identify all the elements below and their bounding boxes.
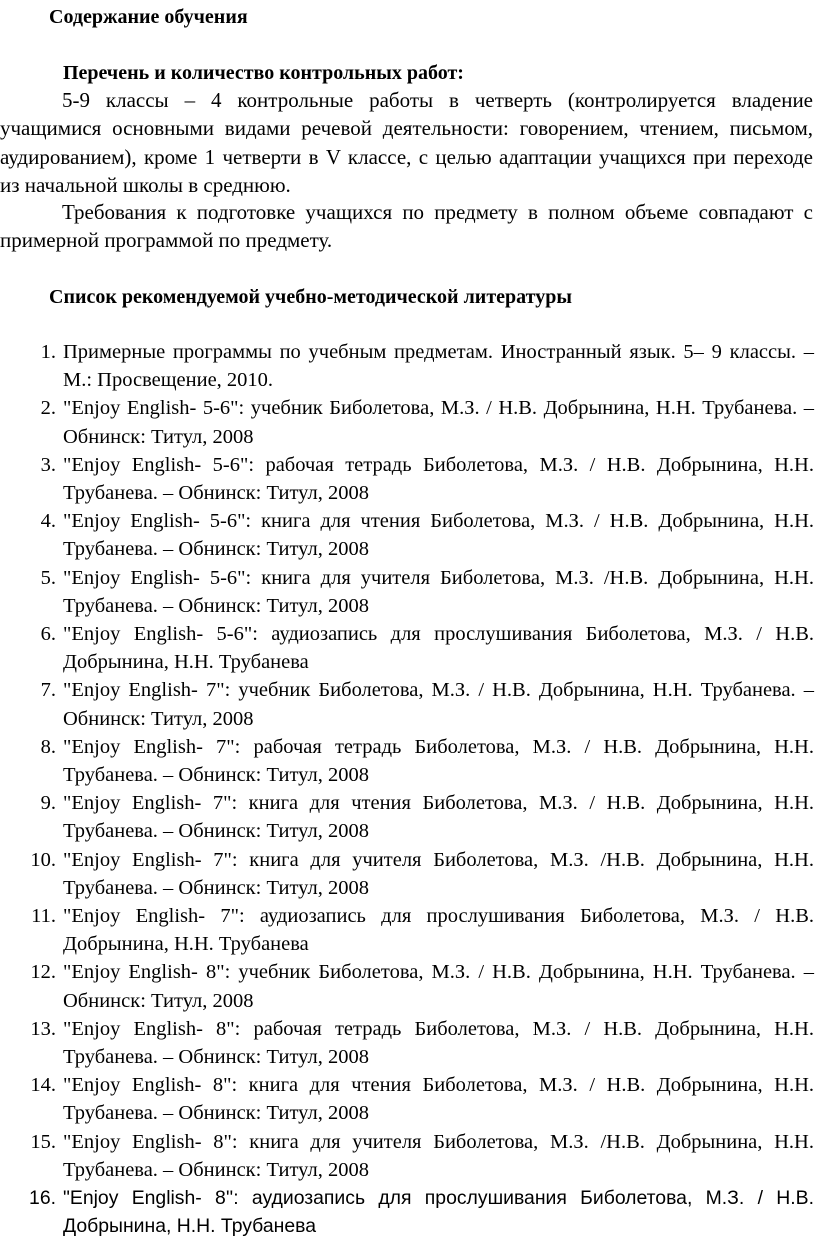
- list-item-number: 10.: [30, 848, 56, 871]
- list-item-number: 9.: [40, 792, 56, 815]
- list-item-number: 13.: [30, 1017, 56, 1040]
- list-item-text: "Enjoy English- 8": книга для чтения Биболетова, М.З. / Н.В. Добрынина, Н.Н. Трубанева. – Обнинск: Титул, 2008: [63, 1074, 814, 1125]
- list-item: [0, 620, 814, 676]
- list-item-text: "Enjoy English- 5-6": учебник Биболетова, М.З. / Н.В. Добрынина, Н.Н. Трубанева. – Обнинск: Титул, 2008: [63, 397, 814, 448]
- list-item-text: "Enjoy English- 8": книга для учителя Биболетова, М.З. /Н.В. Добрынина, Н.Н. Трубанева. – Обнинск: Титул, 2008: [63, 1130, 814, 1181]
- list-item-text: "Enjoy English- 5-6": аудиозапись для прослушивания Биболетова, М.З. / Н.В. Добрынина, Н.Н. Трубанева: [63, 623, 814, 674]
- list-item-number: 14.: [30, 1074, 56, 1097]
- requirements-paragraph: Требования к подготовке учащихся по предмету в полном объеме совпадают с примерной программой по предмету.: [0, 200, 813, 253]
- list-item-text: "Enjoy English- 7": книга для учителя Биболетова, М.З. /Н.В. Добрынина, Н.Н. Трубанева. – Обнинск: Титул, 2008: [63, 848, 814, 899]
- list-item: [0, 1015, 814, 1071]
- list-item-number: 12.: [30, 961, 56, 984]
- list-item-number: 7.: [40, 679, 56, 702]
- list-item: [0, 338, 814, 394]
- control-works-paragraph: 5-9 классы – 4 контрольные работы в четверть (контролируется владение учащимися основными видами речевой деятельности: говорением, чтением, письмом, аудированием), кроме 1 четверти в V классе, с целью адаптации учащихся при переходе из начальной школы в среднюю.: [0, 88, 813, 198]
- list-item: [0, 676, 814, 732]
- list-item-number: 2.: [40, 397, 56, 420]
- list-item-number: 4.: [40, 510, 56, 533]
- list-item-text: "Enjoy English- 5-6": книга для чтения Биболетова, М.З. / Н.В. Добрынина, Н.Н. Трубанева. – Обнинск: Титул, 2008: [63, 510, 814, 561]
- section-title: Содержание обучения: [49, 6, 248, 28]
- list-item: [0, 733, 814, 789]
- control-works-heading: Перечень и количество контрольных работ:: [63, 62, 464, 84]
- list-item-text: Примерные программы по учебным предметам. Иностранный язык. 5– 9 классы. – М.: Просвещение, 2010.: [63, 341, 814, 392]
- list-item-number: 15.: [30, 1130, 56, 1153]
- list-item: [0, 507, 814, 563]
- list-item: [0, 902, 814, 958]
- list-item-number: 3.: [40, 453, 56, 476]
- list-item-text: "Enjoy English- 7": аудиозапись для прослушивания Биболетова, М.З. / Н.В. Добрынина, Н.Н. Трубанева: [63, 905, 814, 956]
- list-item-text: "Enjoy English- 7": книга для чтения Биболетова, М.З. / Н.В. Добрынина, Н.Н. Трубанева. – Обнинск: Титул, 2008: [63, 792, 814, 843]
- list-item: [0, 394, 814, 450]
- list-item-number: 11.: [31, 905, 56, 928]
- list-item-number: 1.: [40, 341, 56, 363]
- list-item-text: "Enjoy English- 7": учебник Биболетова, М.З. / Н.В. Добрынина, Н.Н. Трубанева. – Обнинск: Титул, 2008: [63, 679, 814, 730]
- list-item-text: "Enjoy English- 5-6": рабочая тетрадь Биболетова, М.З. / Н.В. Добрынина, Н.Н. Трубанева. – Обнинск: Титул, 2008: [63, 453, 814, 505]
- list-item: [0, 1071, 814, 1127]
- list-item-text: "Enjoy English- 7": рабочая тетрадь Биболетова, М.З. / Н.В. Добрынина, Н.Н. Трубанева. – Обнинск: Титул, 2008: [63, 735, 814, 787]
- list-item: [0, 1128, 814, 1184]
- list-item-text: "Enjoy English- 8": учебник Биболетова, М.З. / Н.В. Добрынина, Н.Н. Трубанева. – Обнинск: Титул, 2008: [63, 961, 814, 1012]
- list-item: [0, 564, 814, 620]
- list-item: [0, 1184, 814, 1240]
- list-item: [0, 789, 814, 845]
- list-item: [0, 846, 814, 902]
- list-item-number: 5.: [40, 566, 56, 589]
- list-item-text: "Enjoy English- 8'': аудиозапись для прослушивания Биболетова, М.З. / Н.В. Добрынина, Н.Н. Трубанева: [63, 1187, 814, 1238]
- list-item-number: 6.: [40, 623, 56, 646]
- list-item: [0, 958, 814, 1014]
- literature-heading: Список рекомендуемой учебно-методической литературы: [49, 286, 572, 308]
- list-item-number: 8.: [40, 735, 56, 758]
- literature-list: [0, 338, 816, 1241]
- list-item-number: 16.: [29, 1187, 56, 1210]
- list-item-text: "Enjoy English- 5-6": книга для учителя Биболетова, М.З. /Н.В. Добрынина, Н.Н. Трубанева. – Обнинск: Титул, 2008: [63, 566, 814, 617]
- list-item: [0, 451, 814, 507]
- list-item-text: "Enjoy English- 8": рабочая тетрадь Биболетова, М.З. / Н.В. Добрынина, Н.Н. Трубанева. – Обнинск: Титул, 2008: [63, 1017, 814, 1069]
